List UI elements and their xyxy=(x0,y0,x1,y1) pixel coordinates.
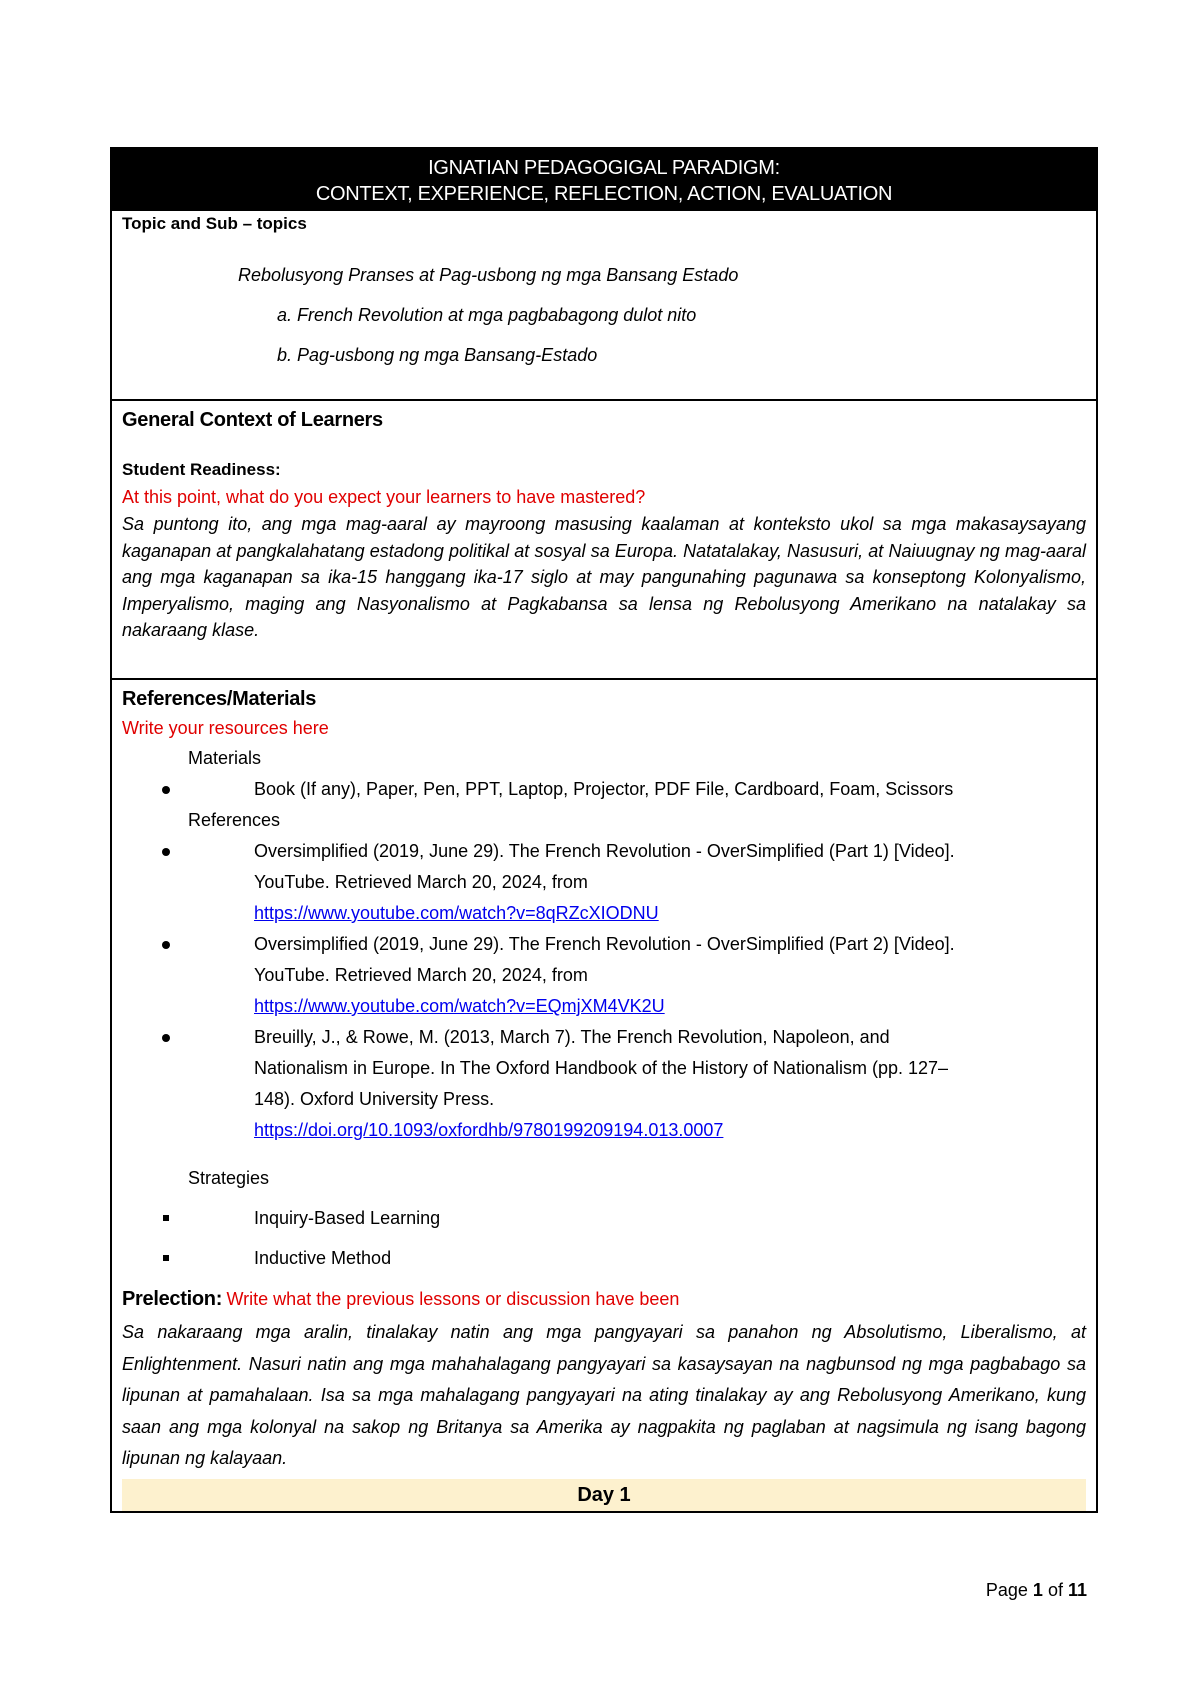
materials-item: Book (If any), Paper, Pen, PPT, Laptop, Projector, PDF File, Cardboard, Foam, Scissors xyxy=(122,774,1086,805)
materials-label: Materials xyxy=(188,748,262,768)
prelection-body: Sa nakaraang mga aralin, tinalakay natin ang mga pangyayari sa panahon ng Absolutismo, Liberalismo, at Enlightenment. Nasuri natin ang mga mahahalagang pangyayari sa kasaysayan na nagbunsod ng mga pagbabago sa lipunan at pamahalaan. Isa sa mga mahalagang pangyayari na ating tinalakay ay ang Rebolusyong Amerikano, kung saan ang mga kolonyal na sakop ng Britanya sa Amerika ay nagpakita ng paglaban at nagsimula ng isang bagong lipunan ng kalayaan. xyxy=(122,1322,1086,1468)
topic-sub-a: a. French Revolution at mga pagbabagong dulot nito xyxy=(277,305,697,325)
references-prompt: Write your resources here xyxy=(122,718,329,738)
references-title: References/Materials xyxy=(122,688,317,710)
ref3-link[interactable]: https://doi.org/10.1093/oxfordhb/9780199209194.013.0007 xyxy=(254,1120,724,1140)
ref2-link[interactable]: https://www.youtube.com/watch?v=EQmjXM4VK2U xyxy=(254,996,665,1016)
readiness-body: Sa puntong ito, ang mga mag-aaral ay mayroong masusing kaalaman at konteksto ukol sa mga makasaysayang kaganapan at pangkalahatang estadong politikal at sosyal sa Europa. Natatalakay, Nasusuri, at Naiuugnay ng mag-aaral ang mga kaganapan sa ika-15 hanggang ika-17 siglo at may pangunahing pagunawa sa konseptong Kolonyalismo, Imperyalismo, maging ang Nasyonalismo at Pagkabansa sa lensa ng Rebolusyong Amerikano na natalakay sa nakaraang klase. xyxy=(122,514,1086,640)
strategies-list xyxy=(122,1202,1086,1274)
lesson-plan-table xyxy=(110,147,1098,1513)
materials-list xyxy=(122,774,1086,805)
references-label: References xyxy=(188,810,281,830)
prelection-prompt: Write what the previous lessons or discussion have been xyxy=(226,1289,680,1309)
readiness-prompt: At this point, what do you expect your learners to have mastered? xyxy=(122,487,646,507)
table-header xyxy=(112,149,1096,211)
prelection-label: Prelection: xyxy=(122,1288,223,1310)
topic-main: Rebolusyong Pranses at Pag-usbong ng mga Bansang Estado xyxy=(238,265,739,285)
ref1-line2: YouTube. Retrieved March 20, 2024, from xyxy=(254,872,588,892)
ref2-line1: Oversimplified (2019, June 29). The French Revolution - OverSimplified (Part 2) [Video]. xyxy=(254,934,955,954)
ref1-link[interactable]: https://www.youtube.com/watch?v=8qRZcXIODNU xyxy=(254,903,659,923)
day-label: Day 1 xyxy=(122,1479,1086,1511)
strategy-item: Inquiry-Based Learning xyxy=(122,1202,1086,1234)
strategies-label: Strategies xyxy=(188,1168,270,1188)
header-title-line2: CONTEXT, EXPERIENCE, REFLECTION, ACTION, EVALUATION xyxy=(315,183,893,205)
reference-item xyxy=(122,929,1086,1022)
strategy-item: Inductive Method xyxy=(122,1242,1086,1274)
topics-label: Topic and Sub – topics xyxy=(122,214,307,233)
ref3-line3: 148). Oxford University Press. xyxy=(254,1089,495,1109)
context-section xyxy=(112,399,1096,678)
reference-item xyxy=(122,1022,1086,1146)
readiness-label: Student Readiness: xyxy=(122,460,281,479)
page-current: 1 xyxy=(1032,1580,1043,1600)
ref3-line2: Nationalism in Europe. In The Oxford Handbook of the History of Nationalism (pp. 127– xyxy=(254,1058,949,1078)
header-title-line1: IGNATIAN PEDAGOGIGAL PARADIGM: xyxy=(428,157,780,179)
context-title: General Context of Learners xyxy=(122,409,383,431)
ref2-line2: YouTube. Retrieved March 20, 2024, from xyxy=(254,965,588,985)
reference-item xyxy=(122,836,1086,929)
prelection-heading xyxy=(122,1283,1086,1317)
references-section xyxy=(112,678,1096,1511)
topic-sub-b: b. Pag-usbong ng mga Bansang-Estado xyxy=(277,345,598,365)
page-of: of xyxy=(1047,1580,1063,1600)
ref1-line1: Oversimplified (2019, June 29). The French Revolution - OverSimplified (Part 1) [Video]. xyxy=(254,841,955,861)
references-list xyxy=(122,836,1086,1146)
page-prefix: Page xyxy=(985,1580,1028,1600)
ref3-line1: Breuilly, J., & Rowe, M. (2013, March 7). The French Revolution, Napoleon, and xyxy=(254,1027,890,1047)
page-total: 11 xyxy=(1067,1580,1087,1600)
topics-section xyxy=(112,211,1096,399)
page-number xyxy=(986,1580,1087,1601)
